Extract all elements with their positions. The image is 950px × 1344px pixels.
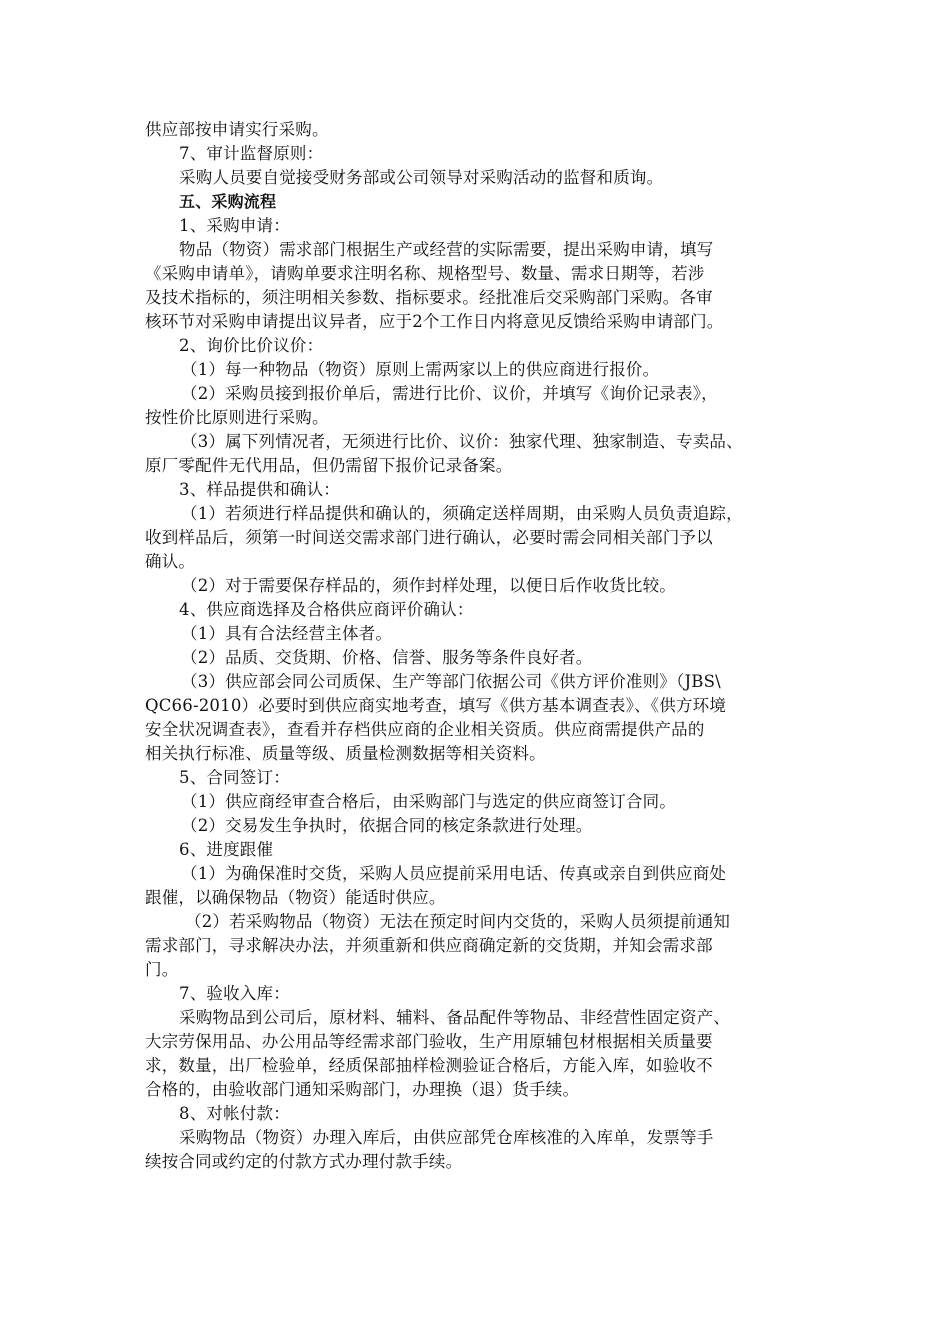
section-heading: 8、对帐付款： [179,1104,290,1123]
list-item: （3）属下列情况者，无须进行比价、议价：独家代理、独家制造、专卖品、 [181,432,743,451]
section-heading: 2、询价比价议价： [179,336,324,355]
paragraph-line: 核环节对采购申请提出议异者，应于2个工作日内将意见反馈给采购申请部门。 [145,312,724,331]
paragraph-line: 安全状况调查表》，查看并存档供应商的企业相关资质。供应商需提供产品的 [145,720,705,739]
paragraph-line: 需求部门，寻求解决办法，并须重新和供应商确定新的交货期，并知会需求部 [145,936,713,955]
section-heading: 6、进度跟催 [179,840,274,859]
list-item: （3）供应部会同公司质保、生产等部门依据公司《供方评价准则》（JBS\ [181,672,721,691]
list-item: （1）每一种物品（物资）原则上需两家以上的供应商进行报价。 [181,360,660,379]
paragraph-line: 供应部按申请实行采购。 [145,120,329,139]
chapter-heading: 五、采购流程 [179,192,277,211]
paragraph-line: 按性价比原则进行采购。 [145,408,329,427]
section-heading: 3、样品提供和确认： [179,480,340,499]
list-item: （2）采购员接到报价单后，需进行比价、议价，并填写《询价记录表》， [181,384,718,403]
section-heading: 1、采购申请： [179,216,290,235]
list-item: （1）为确保准时交货，采购人员应提前采用电话、传真或亲自到供应商处 [181,864,727,883]
paragraph-line: 收到样品后，须第一时间送交需求部门进行确认，必要时需会同相关部门予以 [145,528,713,547]
paragraph-line: 大宗劳保用品、办公用品等经需求部门验收，生产用原辅包材根据相关质量要 [145,1032,713,1051]
list-item: （2）对于需要保存样品的，须作封样处理，以便日后作收货比较。 [181,576,676,595]
paragraph-line: 原厂零配件无代用品，但仍需留下报价记录备案。 [145,456,513,475]
section-heading: 7、审计监督原则： [179,144,324,163]
paragraph-line: 物品（物资）需求部门根据生产或经营的实际需要，提出采购申请，填写 [179,240,714,259]
section-heading: 7、验收入库： [179,984,290,1003]
paragraph-line: 采购人员要自觉接受财务部或公司领导对采购活动的监督和质询。 [179,168,664,187]
paragraph-line: QC66-2010）必要时到供应商实地考查，填写《供方基本调查表》、《供方环境 [145,696,727,715]
list-item: （1）若须进行样品提供和确认的，须确定送样周期，由采购人员负责追踪， [181,504,743,523]
paragraph-line: 采购物品到公司后，原材料、辅料、备品配件等物品、非经营性固定资产、 [179,1008,731,1027]
list-item: （2）若采购物品（物资）无法在预定时间内交货的，采购人员须提前通知 [185,912,731,931]
section-heading: 5、合同签订： [179,768,290,787]
paragraph-line: 跟催，以确保物品（物资）能适时供应。 [145,888,446,907]
paragraph-line: 及技术指标的，须注明相关参数、指标要求。经批准后交采购部门采购。各审 [145,288,713,307]
list-item: （1）供应商经审查合格后，由采购部门与选定的供应商签订合同。 [181,792,676,811]
paragraph-line: 续按合同或约定的付款方式办理付款手续。 [145,1152,463,1171]
document-body [145,118,825,1174]
paragraph-line: 求，数量，出厂检验单，经质保部抽样检测验证合格后，方能入库，如验收不 [145,1056,713,1075]
section-heading: 4、供应商选择及合格供应商评价确认： [179,600,474,619]
list-item: （2）品质、交货期、价格、信誉、服务等条件良好者。 [181,648,593,667]
paragraph-line: 门。 [145,960,179,979]
paragraph-line: 确认。 [145,552,196,571]
list-item: （2）交易发生争执时，依据合同的核定条款进行处理。 [181,816,593,835]
list-item: （1）具有合法经营主体者。 [181,624,393,643]
paragraph-line: 相关执行标准、质量等级、质量检测数据等相关资料。 [145,744,546,763]
paragraph-line: 合格的，由验收部门通知采购部门，办理换（退）货手续。 [145,1080,580,1099]
paragraph-line: 采购物品（物资）办理入库后，由供应部凭仓库核准的入库单，发票等手 [179,1128,714,1147]
paragraph-line: 《采购申请单》，请购单要求注明名称、规格型号、数量、需求日期等，若涉 [145,264,705,283]
